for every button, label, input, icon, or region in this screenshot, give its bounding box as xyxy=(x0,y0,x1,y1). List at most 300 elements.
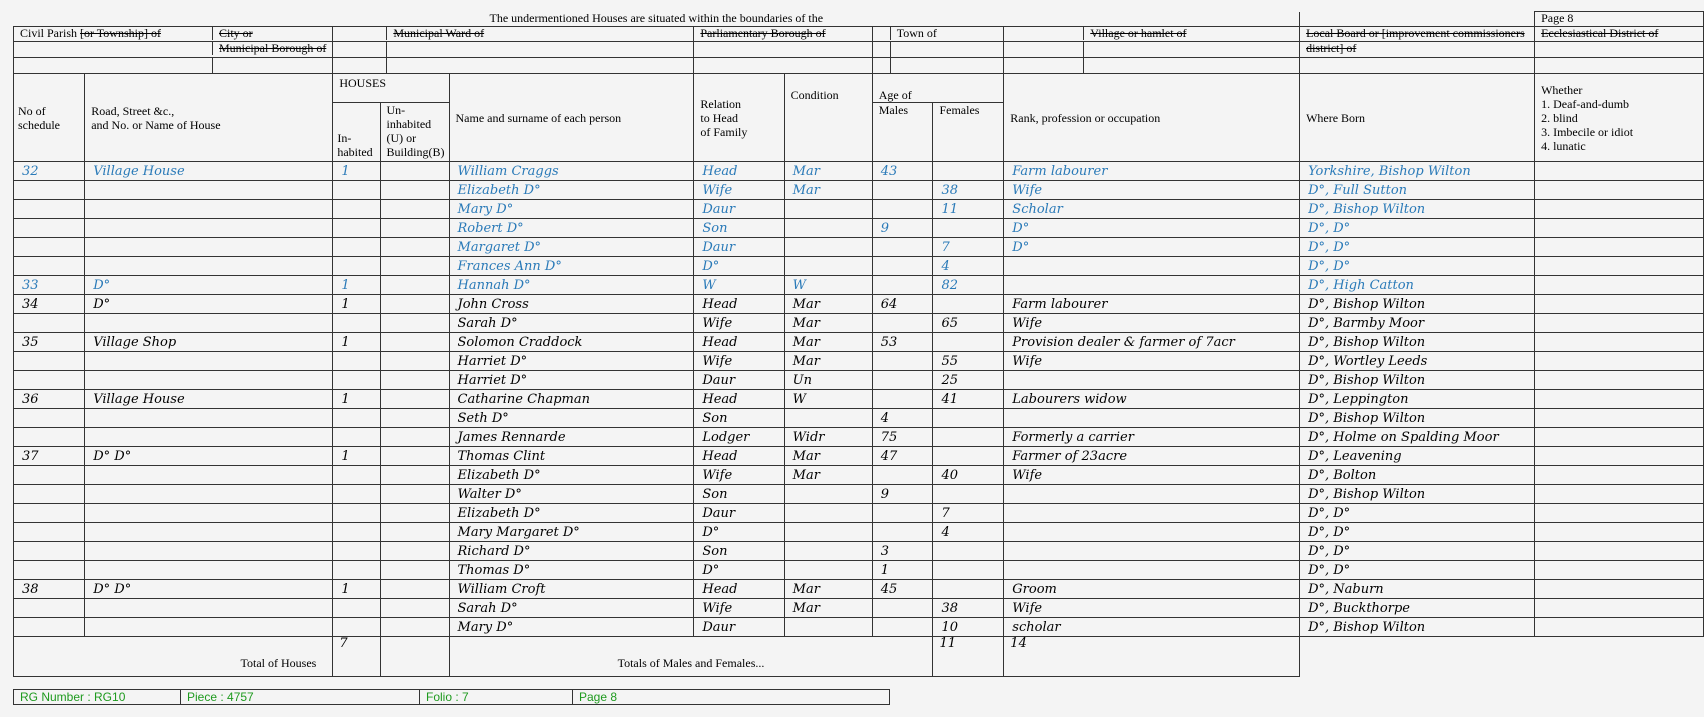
birthplace-cell: D°, Bolton xyxy=(1300,466,1535,485)
road-cell: D° xyxy=(85,295,333,314)
name-cell: Catharine Chapman xyxy=(449,390,694,409)
road-cell xyxy=(85,257,333,276)
males-age-cell xyxy=(872,618,933,637)
uninhabited-cell xyxy=(380,371,449,390)
birthplace-cell: D°, D° xyxy=(1300,542,1535,561)
uninhabited-cell xyxy=(380,257,449,276)
table-row xyxy=(14,257,1704,276)
relation-cell: Daur xyxy=(694,238,784,257)
birthplace-cell: D°, Buckthorpe xyxy=(1300,599,1535,618)
parliamentary-borough-label: Parliamentary Borough of xyxy=(694,27,872,42)
name-cell: Sarah D° xyxy=(449,314,694,333)
males-age-cell xyxy=(872,276,933,295)
condition-cell: Mar xyxy=(784,162,872,181)
road-cell xyxy=(85,561,333,580)
males-age-cell: 45 xyxy=(872,580,933,599)
males-age-cell: 53 xyxy=(872,333,933,352)
uninhabited-cell xyxy=(380,162,449,181)
disability-cell xyxy=(1535,276,1704,295)
name-cell: Thomas D° xyxy=(449,561,694,580)
females-age-cell: 7 xyxy=(933,504,1004,523)
uninhabited-cell xyxy=(380,561,449,580)
relation-cell: D° xyxy=(694,257,784,276)
relation-cell: Son xyxy=(694,409,784,428)
table-row xyxy=(14,371,1704,390)
males-age-cell: 47 xyxy=(872,447,933,466)
relation-cell: Daur xyxy=(694,371,784,390)
females-age-cell: 10 xyxy=(933,618,1004,637)
occupation-cell xyxy=(1004,561,1300,580)
uninhabited-cell xyxy=(380,523,449,542)
municipal-ward-label: Municipal Ward of xyxy=(393,26,485,40)
females-age-cell: 11 xyxy=(933,200,1004,219)
name-cell: John Cross xyxy=(449,295,694,314)
table-row xyxy=(14,295,1704,314)
disability-cell xyxy=(1535,352,1704,371)
total-people-label: Totals of Males and Females... xyxy=(449,637,933,677)
intro-text: The undermentioned Houses are situated within the boundaries of the xyxy=(14,12,1300,27)
condition-cell xyxy=(784,561,872,580)
males-age-cell xyxy=(872,599,933,618)
females-age-cell: 41 xyxy=(933,390,1004,409)
schedule-cell xyxy=(14,466,85,485)
inhabited-cell: 1 xyxy=(333,580,380,599)
uninhabited-cell xyxy=(380,466,449,485)
relation-cell: Head xyxy=(694,447,784,466)
total-males: 11 xyxy=(933,637,1004,677)
uninhabited-cell xyxy=(380,618,449,637)
table-row xyxy=(14,181,1704,200)
uninhabited-cell xyxy=(380,580,449,599)
inhabited-cell: 1 xyxy=(333,333,380,352)
females-age-cell xyxy=(933,295,1004,314)
occupation-cell: D° xyxy=(1004,238,1300,257)
males-age-cell xyxy=(872,352,933,371)
inhabited-cell xyxy=(333,371,380,390)
schedule-cell xyxy=(14,485,85,504)
uninhabited-cell xyxy=(380,295,449,314)
birthplace-cell: D°, Bishop Wilton xyxy=(1300,409,1535,428)
birthplace-cell: D°, Full Sutton xyxy=(1300,181,1535,200)
schedule-cell: 32 xyxy=(14,162,85,181)
road-cell xyxy=(85,485,333,504)
disability-cell xyxy=(1535,295,1704,314)
birthplace-cell: D°, Bishop Wilton xyxy=(1300,333,1535,352)
town-label: Town of xyxy=(896,26,937,40)
road-cell xyxy=(85,181,333,200)
name-cell: William Croft xyxy=(449,580,694,599)
birthplace-cell: D°, Bishop Wilton xyxy=(1300,618,1535,637)
total-females: 14 xyxy=(1004,637,1300,677)
condition-cell xyxy=(784,238,872,257)
occupation-cell: Farm labourer xyxy=(1004,295,1300,314)
females-age-cell xyxy=(933,561,1004,580)
inhabited-cell xyxy=(333,428,380,447)
disability-cell xyxy=(1535,599,1704,618)
relation-cell: Daur xyxy=(694,200,784,219)
birthplace-cell: D°, Bishop Wilton xyxy=(1300,371,1535,390)
birthplace-cell: Yorkshire, Bishop Wilton xyxy=(1300,162,1535,181)
uninhabited-cell xyxy=(380,542,449,561)
municipal-borough-label: Municipal Borough of xyxy=(219,41,327,55)
condition-cell: Mar xyxy=(784,447,872,466)
name-cell: Sarah D° xyxy=(449,599,694,618)
schedule-cell: 33 xyxy=(14,276,85,295)
col-whether: Whether 1. Deaf-and-dumb 2. blind 3. Imbecile or idiot 4. lunatic xyxy=(1535,74,1704,162)
females-age-cell: 4 xyxy=(933,257,1004,276)
occupation-cell: Groom xyxy=(1004,580,1300,599)
condition-cell: W xyxy=(784,276,872,295)
location-row-1 xyxy=(14,27,1704,42)
table-row xyxy=(14,599,1704,618)
disability-cell xyxy=(1535,523,1704,542)
inhabited-cell xyxy=(333,561,380,580)
col-rank: Rank, profession or occupation xyxy=(1004,74,1300,162)
table-row xyxy=(14,162,1704,181)
uninhabited-cell xyxy=(380,485,449,504)
name-cell: Harriet D° xyxy=(449,352,694,371)
road-cell: Village Shop xyxy=(85,333,333,352)
uninhabited-cell xyxy=(380,200,449,219)
occupation-cell xyxy=(1004,485,1300,504)
disability-cell xyxy=(1535,466,1704,485)
page-label: Page 8 xyxy=(1535,12,1704,27)
schedule-cell xyxy=(14,409,85,428)
disability-cell xyxy=(1535,181,1704,200)
birthplace-cell: D°, High Catton xyxy=(1300,276,1535,295)
birthplace-cell: D°, Bishop Wilton xyxy=(1300,485,1535,504)
condition-cell xyxy=(784,485,872,504)
reference-footer xyxy=(13,689,890,705)
occupation-cell: Farmer of 23acre xyxy=(1004,447,1300,466)
rg-number: RG Number : RG10 xyxy=(14,690,181,705)
condition-cell: W xyxy=(784,390,872,409)
table-row xyxy=(14,485,1704,504)
birthplace-cell: D°, Barmby Moor xyxy=(1300,314,1535,333)
occupation-cell: Wife xyxy=(1004,181,1300,200)
table-row xyxy=(14,618,1704,637)
relation-cell: Head xyxy=(694,390,784,409)
birthplace-cell: D°, Leavening xyxy=(1300,447,1535,466)
condition-cell: Mar xyxy=(784,333,872,352)
females-age-cell: 38 xyxy=(933,181,1004,200)
table-row xyxy=(14,200,1704,219)
uninhabited-cell xyxy=(380,333,449,352)
relation-cell: D° xyxy=(694,561,784,580)
city-label: City or xyxy=(219,26,253,40)
table-row xyxy=(14,409,1704,428)
census-table xyxy=(13,11,1704,677)
females-age-cell: 40 xyxy=(933,466,1004,485)
females-age-cell xyxy=(933,542,1004,561)
road-cell xyxy=(85,428,333,447)
birthplace-cell: D°, Wortley Leeds xyxy=(1300,352,1535,371)
name-cell: Margaret D° xyxy=(449,238,694,257)
disability-cell xyxy=(1535,390,1704,409)
road-cell xyxy=(85,352,333,371)
disability-cell xyxy=(1535,409,1704,428)
condition-cell: Mar xyxy=(784,599,872,618)
condition-cell xyxy=(784,523,872,542)
schedule-cell xyxy=(14,257,85,276)
uninhabited-cell xyxy=(380,409,449,428)
occupation-cell xyxy=(1004,257,1300,276)
uninhabited-cell xyxy=(380,352,449,371)
disability-cell xyxy=(1535,580,1704,599)
birthplace-cell: D°, D° xyxy=(1300,504,1535,523)
disability-cell xyxy=(1535,485,1704,504)
piece-number: Piece : 4757 xyxy=(181,690,420,705)
folio-number: Folio : 7 xyxy=(420,690,573,705)
males-age-cell xyxy=(872,257,933,276)
disability-cell xyxy=(1535,238,1704,257)
inhabited-cell: 1 xyxy=(333,276,380,295)
col-houses: HOUSES xyxy=(333,74,449,103)
occupation-cell: Wife xyxy=(1004,314,1300,333)
table-row xyxy=(14,523,1704,542)
occupation-cell xyxy=(1004,371,1300,390)
females-age-cell xyxy=(933,580,1004,599)
uninhabited-cell xyxy=(380,314,449,333)
relation-cell: Wife xyxy=(694,599,784,618)
males-age-cell: 43 xyxy=(872,162,933,181)
males-age-cell: 9 xyxy=(872,219,933,238)
total-houses-value: 7 xyxy=(333,637,380,677)
road-cell xyxy=(85,542,333,561)
occupation-cell xyxy=(1004,409,1300,428)
disability-cell xyxy=(1535,504,1704,523)
birthplace-cell: D°, Holme on Spalding Moor xyxy=(1300,428,1535,447)
uninhabited-cell xyxy=(380,276,449,295)
inhabited-cell xyxy=(333,314,380,333)
road-cell: D° D° xyxy=(85,447,333,466)
schedule-cell: 38 xyxy=(14,580,85,599)
table-row xyxy=(14,352,1704,371)
condition-cell xyxy=(784,542,872,561)
uninhabited-cell xyxy=(380,238,449,257)
schedule-cell xyxy=(14,504,85,523)
condition-cell xyxy=(784,200,872,219)
table-row xyxy=(14,238,1704,257)
name-cell: Mary D° xyxy=(449,200,694,219)
name-cell: Frances Ann D° xyxy=(449,257,694,276)
road-cell xyxy=(85,314,333,333)
females-age-cell xyxy=(933,409,1004,428)
table-row xyxy=(14,219,1704,238)
males-age-cell xyxy=(872,181,933,200)
schedule-cell xyxy=(14,181,85,200)
road-cell xyxy=(85,409,333,428)
col-inhabited: In- habited xyxy=(333,103,380,162)
birthplace-cell: D°, D° xyxy=(1300,523,1535,542)
relation-cell: Son xyxy=(694,219,784,238)
inhabited-cell xyxy=(333,352,380,371)
table-row xyxy=(14,561,1704,580)
page-number: Page 8 xyxy=(573,690,890,705)
name-cell: Richard D° xyxy=(449,542,694,561)
inhabited-cell xyxy=(333,504,380,523)
condition-cell: Mar xyxy=(784,466,872,485)
males-age-cell: 4 xyxy=(872,409,933,428)
schedule-cell xyxy=(14,200,85,219)
uninhabited-cell xyxy=(380,599,449,618)
col-where-born: Where Born xyxy=(1300,74,1535,162)
ecclesiastical-label: Ecclesiastical District of xyxy=(1535,27,1704,42)
location-row-3 xyxy=(14,58,1704,74)
males-age-cell xyxy=(872,238,933,257)
males-age-cell: 3 xyxy=(872,542,933,561)
schedule-cell xyxy=(14,219,85,238)
road-cell: D° xyxy=(85,276,333,295)
condition-cell: Mar xyxy=(784,580,872,599)
name-cell: Seth D° xyxy=(449,409,694,428)
disability-cell xyxy=(1535,257,1704,276)
birthplace-cell: D°, D° xyxy=(1300,561,1535,580)
table-row xyxy=(14,390,1704,409)
condition-cell xyxy=(784,618,872,637)
township-struck-text: [or Township] of xyxy=(80,26,161,40)
relation-cell: Wife xyxy=(694,466,784,485)
inhabited-cell xyxy=(333,485,380,504)
table-row xyxy=(14,428,1704,447)
birthplace-cell: D°, Bishop Wilton xyxy=(1300,200,1535,219)
road-cell xyxy=(85,371,333,390)
birthplace-cell: D°, Leppington xyxy=(1300,390,1535,409)
name-cell: James Rennarde xyxy=(449,428,694,447)
schedule-cell xyxy=(14,542,85,561)
condition-cell: Widr xyxy=(784,428,872,447)
inhabited-cell xyxy=(333,181,380,200)
table-row xyxy=(14,542,1704,561)
uninhabited-cell xyxy=(380,447,449,466)
inhabited-cell xyxy=(333,200,380,219)
occupation-cell: scholar xyxy=(1004,618,1300,637)
schedule-cell xyxy=(14,561,85,580)
totals-row xyxy=(14,637,1704,677)
schedule-cell: 35 xyxy=(14,333,85,352)
males-age-cell: 75 xyxy=(872,428,933,447)
females-age-cell: 25 xyxy=(933,371,1004,390)
col-road: Road, Street &c., and No. or Name of House xyxy=(85,74,333,162)
uninhabited-cell xyxy=(380,219,449,238)
road-cell: Village House xyxy=(85,390,333,409)
inhabited-cell: 1 xyxy=(333,162,380,181)
occupation-cell: Provision dealer & farmer of 7acr xyxy=(1004,333,1300,352)
disability-cell xyxy=(1535,219,1704,238)
disability-cell xyxy=(1535,162,1704,181)
relation-cell: Son xyxy=(694,485,784,504)
occupation-cell: Wife xyxy=(1004,466,1300,485)
occupation-cell xyxy=(1004,542,1300,561)
birthplace-cell: D°, D° xyxy=(1300,219,1535,238)
schedule-cell: 37 xyxy=(14,447,85,466)
civil-parish-text: Civil Parish xyxy=(20,26,78,40)
table-row xyxy=(14,580,1704,599)
relation-cell: Wife xyxy=(694,352,784,371)
relation-cell: Son xyxy=(694,542,784,561)
birthplace-cell: D°, Naburn xyxy=(1300,580,1535,599)
road-cell: D° D° xyxy=(85,580,333,599)
condition-cell: Mar xyxy=(784,314,872,333)
condition-cell xyxy=(784,219,872,238)
birthplace-cell: D°, Bishop Wilton xyxy=(1300,295,1535,314)
inhabited-cell xyxy=(333,257,380,276)
table-row xyxy=(14,276,1704,295)
inhabited-cell xyxy=(333,618,380,637)
relation-cell: Lodger xyxy=(694,428,784,447)
occupation-cell: Wife xyxy=(1004,352,1300,371)
relation-cell: W xyxy=(694,276,784,295)
females-age-cell: 7 xyxy=(933,238,1004,257)
name-cell: Elizabeth D° xyxy=(449,181,694,200)
males-age-cell xyxy=(872,371,933,390)
relation-cell: Wife xyxy=(694,181,784,200)
table-row xyxy=(14,447,1704,466)
inhabited-cell xyxy=(333,542,380,561)
schedule-cell xyxy=(14,428,85,447)
inhabited-cell xyxy=(333,466,380,485)
col-name: Name and surname of each person xyxy=(449,74,694,162)
inhabited-cell: 1 xyxy=(333,390,380,409)
col-males: Males xyxy=(872,103,933,162)
females-age-cell: 38 xyxy=(933,599,1004,618)
inhabited-cell: 1 xyxy=(333,295,380,314)
location-row-2 xyxy=(14,42,1704,58)
occupation-cell: Scholar xyxy=(1004,200,1300,219)
relation-cell: Head xyxy=(694,333,784,352)
disability-cell xyxy=(1535,447,1704,466)
disability-cell xyxy=(1535,561,1704,580)
name-cell: Harriet D° xyxy=(449,371,694,390)
road-cell xyxy=(85,200,333,219)
col-relation: Relation to Head of Family xyxy=(694,74,784,162)
birthplace-cell: D°, D° xyxy=(1300,257,1535,276)
females-age-cell xyxy=(933,485,1004,504)
occupation-cell: Formerly a carrier xyxy=(1004,428,1300,447)
road-cell xyxy=(85,219,333,238)
uninhabited-cell xyxy=(380,428,449,447)
schedule-cell: 36 xyxy=(14,390,85,409)
relation-cell: Daur xyxy=(694,618,784,637)
col-condition: Condition xyxy=(784,74,872,162)
table-row xyxy=(14,504,1704,523)
household-rows xyxy=(14,162,1704,637)
occupation-cell: Wife xyxy=(1004,599,1300,618)
inhabited-cell: 1 xyxy=(333,447,380,466)
males-age-cell: 1 xyxy=(872,561,933,580)
females-age-cell: 65 xyxy=(933,314,1004,333)
name-cell: Walter D° xyxy=(449,485,694,504)
road-cell xyxy=(85,466,333,485)
disability-cell xyxy=(1535,314,1704,333)
road-cell xyxy=(85,238,333,257)
road-cell xyxy=(85,618,333,637)
name-cell: Mary D° xyxy=(449,618,694,637)
uninhabited-cell xyxy=(380,504,449,523)
name-cell: William Craggs xyxy=(449,162,694,181)
relation-cell: Head xyxy=(694,162,784,181)
road-cell xyxy=(85,523,333,542)
col-uninhabited: Un- inhabited (U) or Building(B) xyxy=(380,103,449,162)
col-females: Females xyxy=(933,103,1004,162)
males-age-cell: 64 xyxy=(872,295,933,314)
table-row xyxy=(14,314,1704,333)
name-cell: Solomon Craddock xyxy=(449,333,694,352)
occupation-cell xyxy=(1004,276,1300,295)
relation-cell: Head xyxy=(694,580,784,599)
females-age-cell: 82 xyxy=(933,276,1004,295)
birthplace-cell: D°, D° xyxy=(1300,238,1535,257)
